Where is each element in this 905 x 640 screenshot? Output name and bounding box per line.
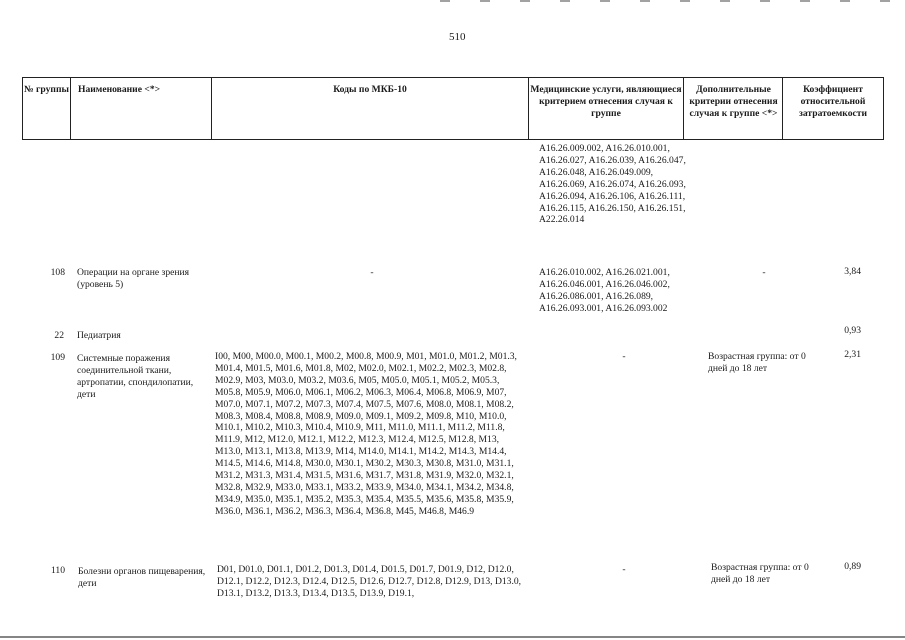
row109-name: Системные поражения соединительной ткани, артропатии, спондилопатии, дети [77, 353, 194, 400]
row109-group-no: 109 [50, 352, 65, 363]
bottom-page-edge [0, 636, 905, 638]
header-name: Наименование <*> [78, 84, 161, 95]
row110-extra-criteria: Возрастная группа: от 0 дней до 18 лет [711, 562, 809, 585]
header-extra-criteria: Дополнительные критерии отнесения случая к группе <*> [689, 84, 778, 119]
row110-icd-codes: D01, D01.0, D01.1, D01.2, D01.3, D01.4, D01.5, D01.7, D01.9, D12, D12.0, D12.1, D12.2, D12.3, D12.4, D12.5, D12.6, D12.7, D12.8, D12.9, D13, D13.0, D13.1, D13.2, D13.3, D13.4, D13.5, D13.9, D19.1, [217, 564, 522, 599]
section22-coefficient: 0,93 [844, 325, 861, 336]
header-coefficient: Коэффициент относительной затратоемкости [799, 84, 867, 119]
top-edge-marks [440, 0, 900, 2]
row108-services: A16.26.010.002, A16.26.021.001, A16.26.046.001, A16.26.046.002, A16.26.086.001, A16.26.089, A16.26.093.001, A16.26.093.002 [539, 267, 670, 314]
section22-number: 22 [54, 330, 64, 341]
row109-extra-criteria: Возрастная группа: от 0 дней до 18 лет [708, 351, 806, 374]
header-top-rule [22, 77, 884, 78]
header-divider [782, 77, 783, 140]
section22-name: Педиатрия [77, 330, 121, 341]
header-group-no: № группы [24, 84, 69, 95]
row108-group-no: 108 [50, 267, 65, 278]
row108-coefficient: 3,84 [844, 266, 861, 277]
header-divider [683, 77, 684, 140]
row109-icd-codes: I00, M00, M00.0, M00.1, M00.2, M00.8, M00.9, M01, M01.0, M01.2, M01.3, M01.4, M01.5, M01.6, M01.8, M02, M02.0, M02.1, M02.2, M02.3, M02.8, M02.9, M03, M03.0, M03.2, M03.6, M05, M05.0, M05.1, M05.2, M05.3, M05.8, M05.9, M06.0, M06.1, M06.2, M06.3, M06.4, M06.8, M06.9, M07, M07.0, M07.1, M07.2, M07.3, M07.4, M07.5, M07.6, M08.0, M08.1, M08.2, M08.3, M08.4, M08.8, M08.9, M09.0, M09.1, M09.2, M09.8, M10, M10.0, M10.1, M10.2, M10.3, M10.4, M10.9, M11, M11.0, M11.1, M11.2, M11.8, M11.9, M12, M12.0, M12.1, M12.2, M12.3, M12.4, M12.5, M12.8, M13, M13.0, M13.1, M13.8, M13.9, M14, M14.0, M14.1, M14.2, M14.3, M14.4, M14.5, M14.6, M14.8, M30.0, M30.1, M30.2, M30.3, M30.8, M31.0, M31.1, M31.2, M31.3, M31.4, M31.5, M31.6, M31.7, M31.8, M31.9, M32.0, M32.1, M32.8, M32.9, M33.0, M33.1, M33.2, M33.9, M34.0, M34.1, M34.2, M34.8, M34.9, M35.0, M35.1, M35.2, M35.3, M35.4, M35.5, M35.6, M35.8, M35.9, M36.0, M36.1, M36.2, M36.3, M36.4, M36.8, M45, M46.8, M46.9 [215, 351, 517, 517]
header-icd-codes: Коды по МКБ-10 [333, 84, 407, 95]
row109-services: - [622, 351, 626, 362]
header-divider [528, 77, 529, 140]
row110-services: - [622, 564, 626, 575]
header-divider [70, 77, 71, 140]
row110-group-no: 110 [50, 565, 65, 576]
page-number: 510 [449, 31, 466, 43]
row110-name: Болезни органов пищеварения, дети [78, 566, 206, 589]
continuation-services: A16.26.009.002, A16.26.010.001, A16.26.027, A16.26.039, A16.26.047, A16.26.048, A16.26.049.009, A16.26.069, A16.26.074, A16.26.093, A16.26.094, A16.26.106, A16.26.111, A16.26.115, A16.26.150, A16.26.151, A22.26.014 [539, 143, 686, 226]
row109-coefficient: 2,31 [844, 349, 861, 360]
row110-coefficient: 0,89 [844, 561, 861, 572]
row108-extra-criteria: - [762, 267, 766, 278]
header-services: Медицинские услуги, являющиеся критерием отнесения случая к группе [530, 84, 682, 119]
row108-icd-codes: - [370, 267, 374, 278]
row108-name: Операции на органе зрения (уровень 5) [77, 267, 190, 290]
header-bottom-rule [22, 139, 884, 140]
header-divider [883, 77, 884, 140]
